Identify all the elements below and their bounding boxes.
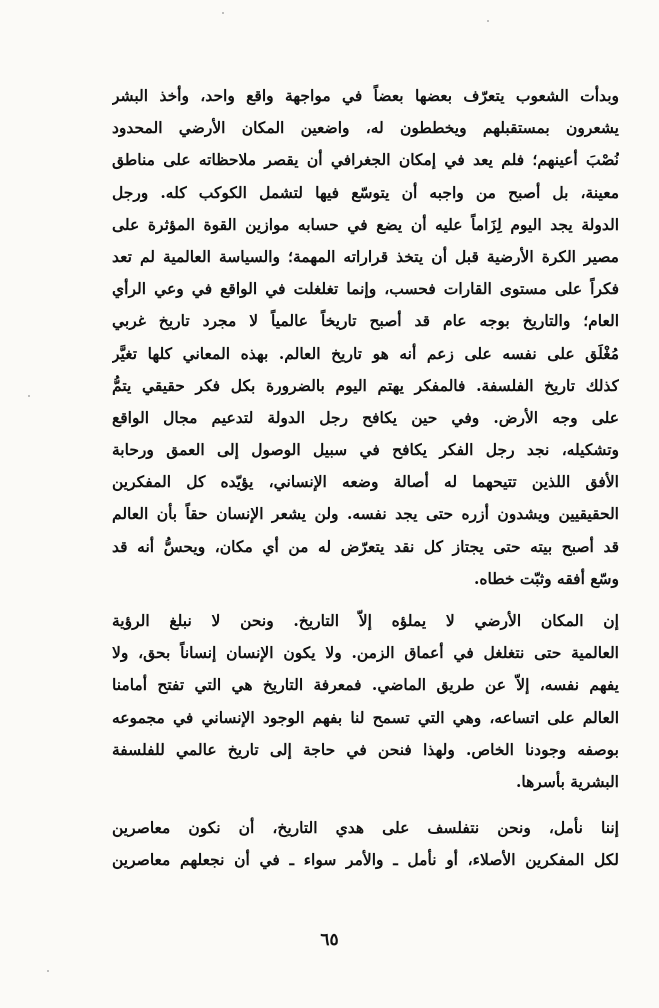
scan-speck [47, 970, 49, 972]
text-line: الحقيقيين ويشدون أزره حتى يجد نفسه. ولن يشعر الإنسان حقاً بأن العالم [112, 504, 619, 524]
text-line: إننا نأمل، ونحن نتفلسف على هدي التاريخ، أن نكون معاصرين [112, 818, 619, 837]
text-line: مصير الكرة الأرضية قبل أن يتخذ قراراته المهمة؛ والسياسة العالمية لم تعد [112, 246, 619, 266]
paragraph-3 [112, 812, 619, 876]
text-line: بوصفه وجودنا الخاص. ولهذا فنحن في حاجة إلى تاريخ عالمي للفلسفة [112, 739, 619, 759]
text-line: البشرية بأسرها. [516, 771, 619, 791]
text-line: قد أصبح بيته حتى يجتاز كل نقد يتعرّض له من أي مكان، ويحسُّ أنه قد [112, 536, 619, 556]
scan-speck [28, 395, 30, 397]
text-line: العالم على اتساعه، وهي التي تسمح لنا بفهم الوجود الإنساني في مجموعه [112, 707, 619, 727]
text-line: وبدأت الشعوب يتعرّف بعضها بعضاً في مواجهة واقع واحد، وأخذ البشر [112, 86, 619, 105]
text-line: كذلك تاريخ الفلسفة. فالمفكر يهتم اليوم بالضرورة بكل فكر حقيقي يتمُّ [112, 375, 619, 395]
paragraph-2 [112, 605, 619, 798]
text-line: العالمية حتى نتغلغل في أعماق الزمن. ولا يكون الإنسان إنساناً بحق، ولا [112, 643, 619, 663]
text-line: لكل المفكرين الأصلاء، أو نأمل ـ والأمر سواء ـ في أن نجعلهم معاصرين [112, 850, 619, 870]
text-line: الدولة يجد اليوم لِزَاماً عليه أن يضع في حسابه موازين القوة المؤثرة على [112, 214, 619, 234]
paragraph-1 [112, 80, 619, 595]
scan-speck [222, 12, 224, 14]
text-line: وسّع أفقه وثبّت خطاه. [473, 568, 619, 588]
text-line: على وجه الأرض. وفي حين يكافح رجل الدولة لتدعيم مجال الواقع [112, 407, 619, 427]
scan-speck [487, 20, 489, 22]
text-line: العام؛ والتاريخ بوجه عام قد أصبح تاريخاً عالمياً لا مجرد تاريخ غربي [112, 311, 619, 331]
text-line: يشعرون بمستقبلهم ويخططون له، واضعين المكان الأرضي المحدود [112, 118, 619, 138]
text-line: يفهم نفسه، إلاّ عن طريق الماضي. فمعرفة التاريخ هي التي تفتح أمامنا [112, 675, 619, 695]
text-line: فكراً على مستوى القارات فحسب، وإنما تغلغلت في الواقع في وعي الرأي [112, 279, 619, 299]
text-line: إن المكان الأرضي لا يملؤه إلاّ التاريخ. ونحن لا نبلغ الرؤية [112, 611, 619, 630]
text-line: الأفق اللذين تتيحهما له أصالة وضعه الإنساني، يؤيّده كل المفكرين [112, 472, 619, 492]
text-line: نُصْبَ أعينهم؛ فلم يعد في إمكان الجغرافي أن يقصر ملاحظاته على مناطق [112, 150, 619, 170]
text-line: وتشكيله، نجد رجل الفكر يكافح في سبيل الوصول إلى العمق ورحابة [112, 440, 619, 460]
text-line: معينة، بل أصبح من واجبه أن يتوسّع فيها لتشمل الكوكب كله. ورجل [112, 182, 619, 202]
text-line: مُغْلَق على نفسه على زعم أنه هو تاريخ العالم. بهذه المعاني كلها تغيَّر [112, 343, 619, 363]
page-number: ٦٥ [320, 930, 339, 950]
